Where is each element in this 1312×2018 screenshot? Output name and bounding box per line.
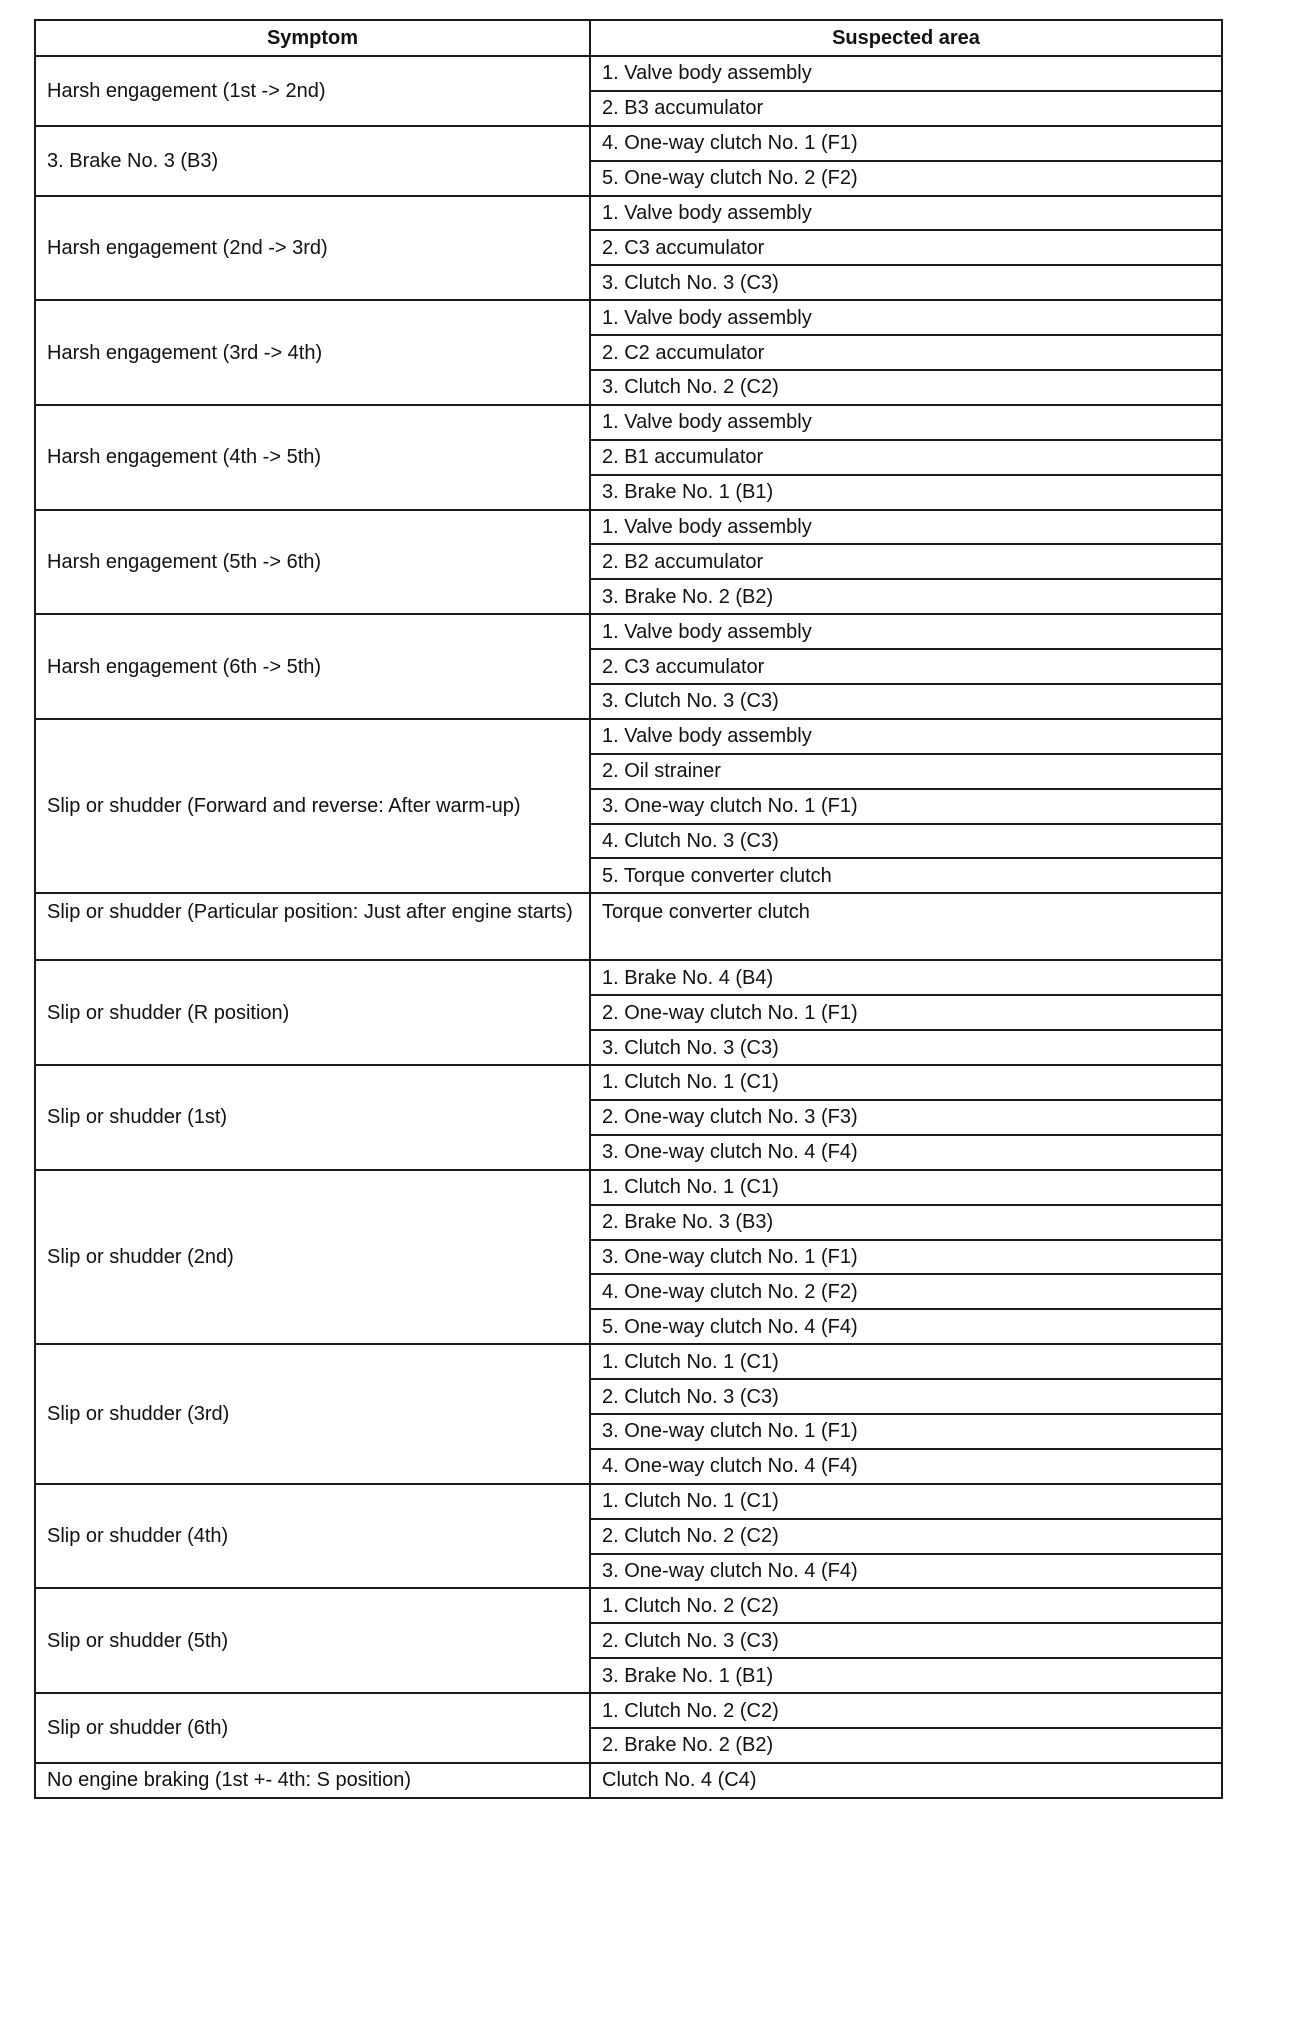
suspected-area-cell: 1. Valve body assembly: [590, 196, 1222, 231]
suspected-area-cell: 3. Clutch No. 3 (C3): [590, 265, 1222, 300]
suspected-area-cell: 2. B3 accumulator: [590, 91, 1222, 126]
symptom-cell: Slip or shudder (Particular position: Just after engine starts): [35, 893, 590, 960]
suspected-area-cell: 1. Clutch No. 2 (C2): [590, 1693, 1222, 1728]
suspected-area-cell: 1. Valve body assembly: [590, 510, 1222, 545]
suspected-area-cell: 3. One-way clutch No. 1 (F1): [590, 1240, 1222, 1275]
suspected-area-cell: 3. Clutch No. 3 (C3): [590, 1030, 1222, 1065]
table-row: [35, 1170, 1222, 1205]
symptom-cell: Slip or shudder (R position): [35, 960, 590, 1065]
table-row: [35, 1693, 1222, 1728]
symptom-cell: Harsh engagement (4th -> 5th): [35, 405, 590, 510]
table-row: [35, 1588, 1222, 1623]
suspected-area-cell: 3. Brake No. 1 (B1): [590, 475, 1222, 510]
suspected-area-cell: 2. C3 accumulator: [590, 230, 1222, 265]
suspected-area-cell: 2. Brake No. 2 (B2): [590, 1728, 1222, 1763]
symptom-cell: Slip or shudder (6th): [35, 1693, 590, 1763]
suspected-area-cell: 1. Clutch No. 1 (C1): [590, 1484, 1222, 1519]
suspected-area-cell: 5. One-way clutch No. 2 (F2): [590, 161, 1222, 196]
suspected-area-cell: 5. Torque converter clutch: [590, 858, 1222, 893]
suspected-area-cell: 3. One-way clutch No. 4 (F4): [590, 1554, 1222, 1589]
table-row: [35, 510, 1222, 545]
suspected-area-cell: 3. Clutch No. 2 (C2): [590, 370, 1222, 405]
suspected-area-cell: 4. One-way clutch No. 2 (F2): [590, 1274, 1222, 1309]
table-body: [35, 56, 1222, 1798]
suspected-area-header: Suspected area: [590, 20, 1222, 56]
suspected-area-cell: 2. C2 accumulator: [590, 335, 1222, 370]
suspected-area-cell: 1. Clutch No. 1 (C1): [590, 1065, 1222, 1100]
suspected-area-cell: 1. Valve body assembly: [590, 614, 1222, 649]
table-row: [35, 196, 1222, 231]
symptom-table: [34, 19, 1223, 1799]
suspected-area-cell: 1. Valve body assembly: [590, 719, 1222, 754]
table-row: [35, 1763, 1222, 1798]
table-row: [35, 614, 1222, 649]
symptom-cell: Harsh engagement (6th -> 5th): [35, 614, 590, 719]
suspected-area-cell: 3. One-way clutch No. 4 (F4): [590, 1135, 1222, 1170]
symptom-cell: Harsh engagement (5th -> 6th): [35, 510, 590, 615]
table-row: [35, 893, 1222, 960]
suspected-area-cell: 1. Clutch No. 2 (C2): [590, 1588, 1222, 1623]
symptom-cell: No engine braking (1st +- 4th: S position): [35, 1763, 590, 1798]
table-row: [35, 300, 1222, 335]
suspected-area-cell: 4. One-way clutch No. 1 (F1): [590, 126, 1222, 161]
symptom-cell: Slip or shudder (Forward and reverse: After warm-up): [35, 719, 590, 893]
suspected-area-cell: 2. Clutch No. 2 (C2): [590, 1519, 1222, 1554]
suspected-area-cell: 1. Valve body assembly: [590, 300, 1222, 335]
table-row: [35, 1344, 1222, 1379]
suspected-area-cell: 2. One-way clutch No. 1 (F1): [590, 995, 1222, 1030]
suspected-area-cell: 3. One-way clutch No. 1 (F1): [590, 789, 1222, 824]
header-row: [35, 20, 1222, 56]
symptom-cell: Harsh engagement (3rd -> 4th): [35, 300, 590, 405]
table-row: [35, 56, 1222, 91]
symptom-cell: Harsh engagement (1st -> 2nd): [35, 56, 590, 126]
suspected-area-cell: 1. Clutch No. 1 (C1): [590, 1170, 1222, 1205]
suspected-area-cell: 4. One-way clutch No. 4 (F4): [590, 1449, 1222, 1484]
suspected-area-cell: 2. C3 accumulator: [590, 649, 1222, 684]
suspected-area-cell: 3. Clutch No. 3 (C3): [590, 684, 1222, 719]
suspected-area-cell: 3. Brake No. 2 (B2): [590, 579, 1222, 614]
suspected-area-cell: 2. B1 accumulator: [590, 440, 1222, 475]
symptom-cell: Slip or shudder (5th): [35, 1588, 590, 1693]
symptom-cell: 3. Brake No. 3 (B3): [35, 126, 590, 196]
symptom-cell: Harsh engagement (2nd -> 3rd): [35, 196, 590, 301]
suspected-area-cell: 3. Brake No. 1 (B1): [590, 1658, 1222, 1693]
suspected-area-cell: Clutch No. 4 (C4): [590, 1763, 1222, 1798]
suspected-area-cell: Torque converter clutch: [590, 893, 1222, 960]
table-row: [35, 126, 1222, 161]
table-row: [35, 1484, 1222, 1519]
symptom-cell: Slip or shudder (3rd): [35, 1344, 590, 1484]
suspected-area-cell: 2. Brake No. 3 (B3): [590, 1205, 1222, 1240]
suspected-area-cell: 1. Valve body assembly: [590, 56, 1222, 91]
suspected-area-cell: 2. One-way clutch No. 3 (F3): [590, 1100, 1222, 1135]
suspected-area-cell: 2. B2 accumulator: [590, 544, 1222, 579]
table-row: [35, 719, 1222, 754]
symptom-header: Symptom: [35, 20, 590, 56]
symptom-cell: Slip or shudder (4th): [35, 1484, 590, 1589]
suspected-area-cell: 2. Clutch No. 3 (C3): [590, 1379, 1222, 1414]
suspected-area-cell: 5. One-way clutch No. 4 (F4): [590, 1309, 1222, 1344]
symptom-cell: Slip or shudder (2nd): [35, 1170, 590, 1344]
suspected-area-cell: 2. Clutch No. 3 (C3): [590, 1623, 1222, 1658]
table-row: [35, 1065, 1222, 1100]
suspected-area-cell: 1. Valve body assembly: [590, 405, 1222, 440]
suspected-area-cell: 2. Oil strainer: [590, 754, 1222, 789]
symptom-cell: Slip or shudder (1st): [35, 1065, 590, 1170]
table-row: [35, 960, 1222, 995]
suspected-area-cell: 4. Clutch No. 3 (C3): [590, 824, 1222, 859]
suspected-area-cell: 3. One-way clutch No. 1 (F1): [590, 1414, 1222, 1449]
suspected-area-cell: 1. Brake No. 4 (B4): [590, 960, 1222, 995]
table-row: [35, 405, 1222, 440]
suspected-area-cell: 1. Clutch No. 1 (C1): [590, 1344, 1222, 1379]
